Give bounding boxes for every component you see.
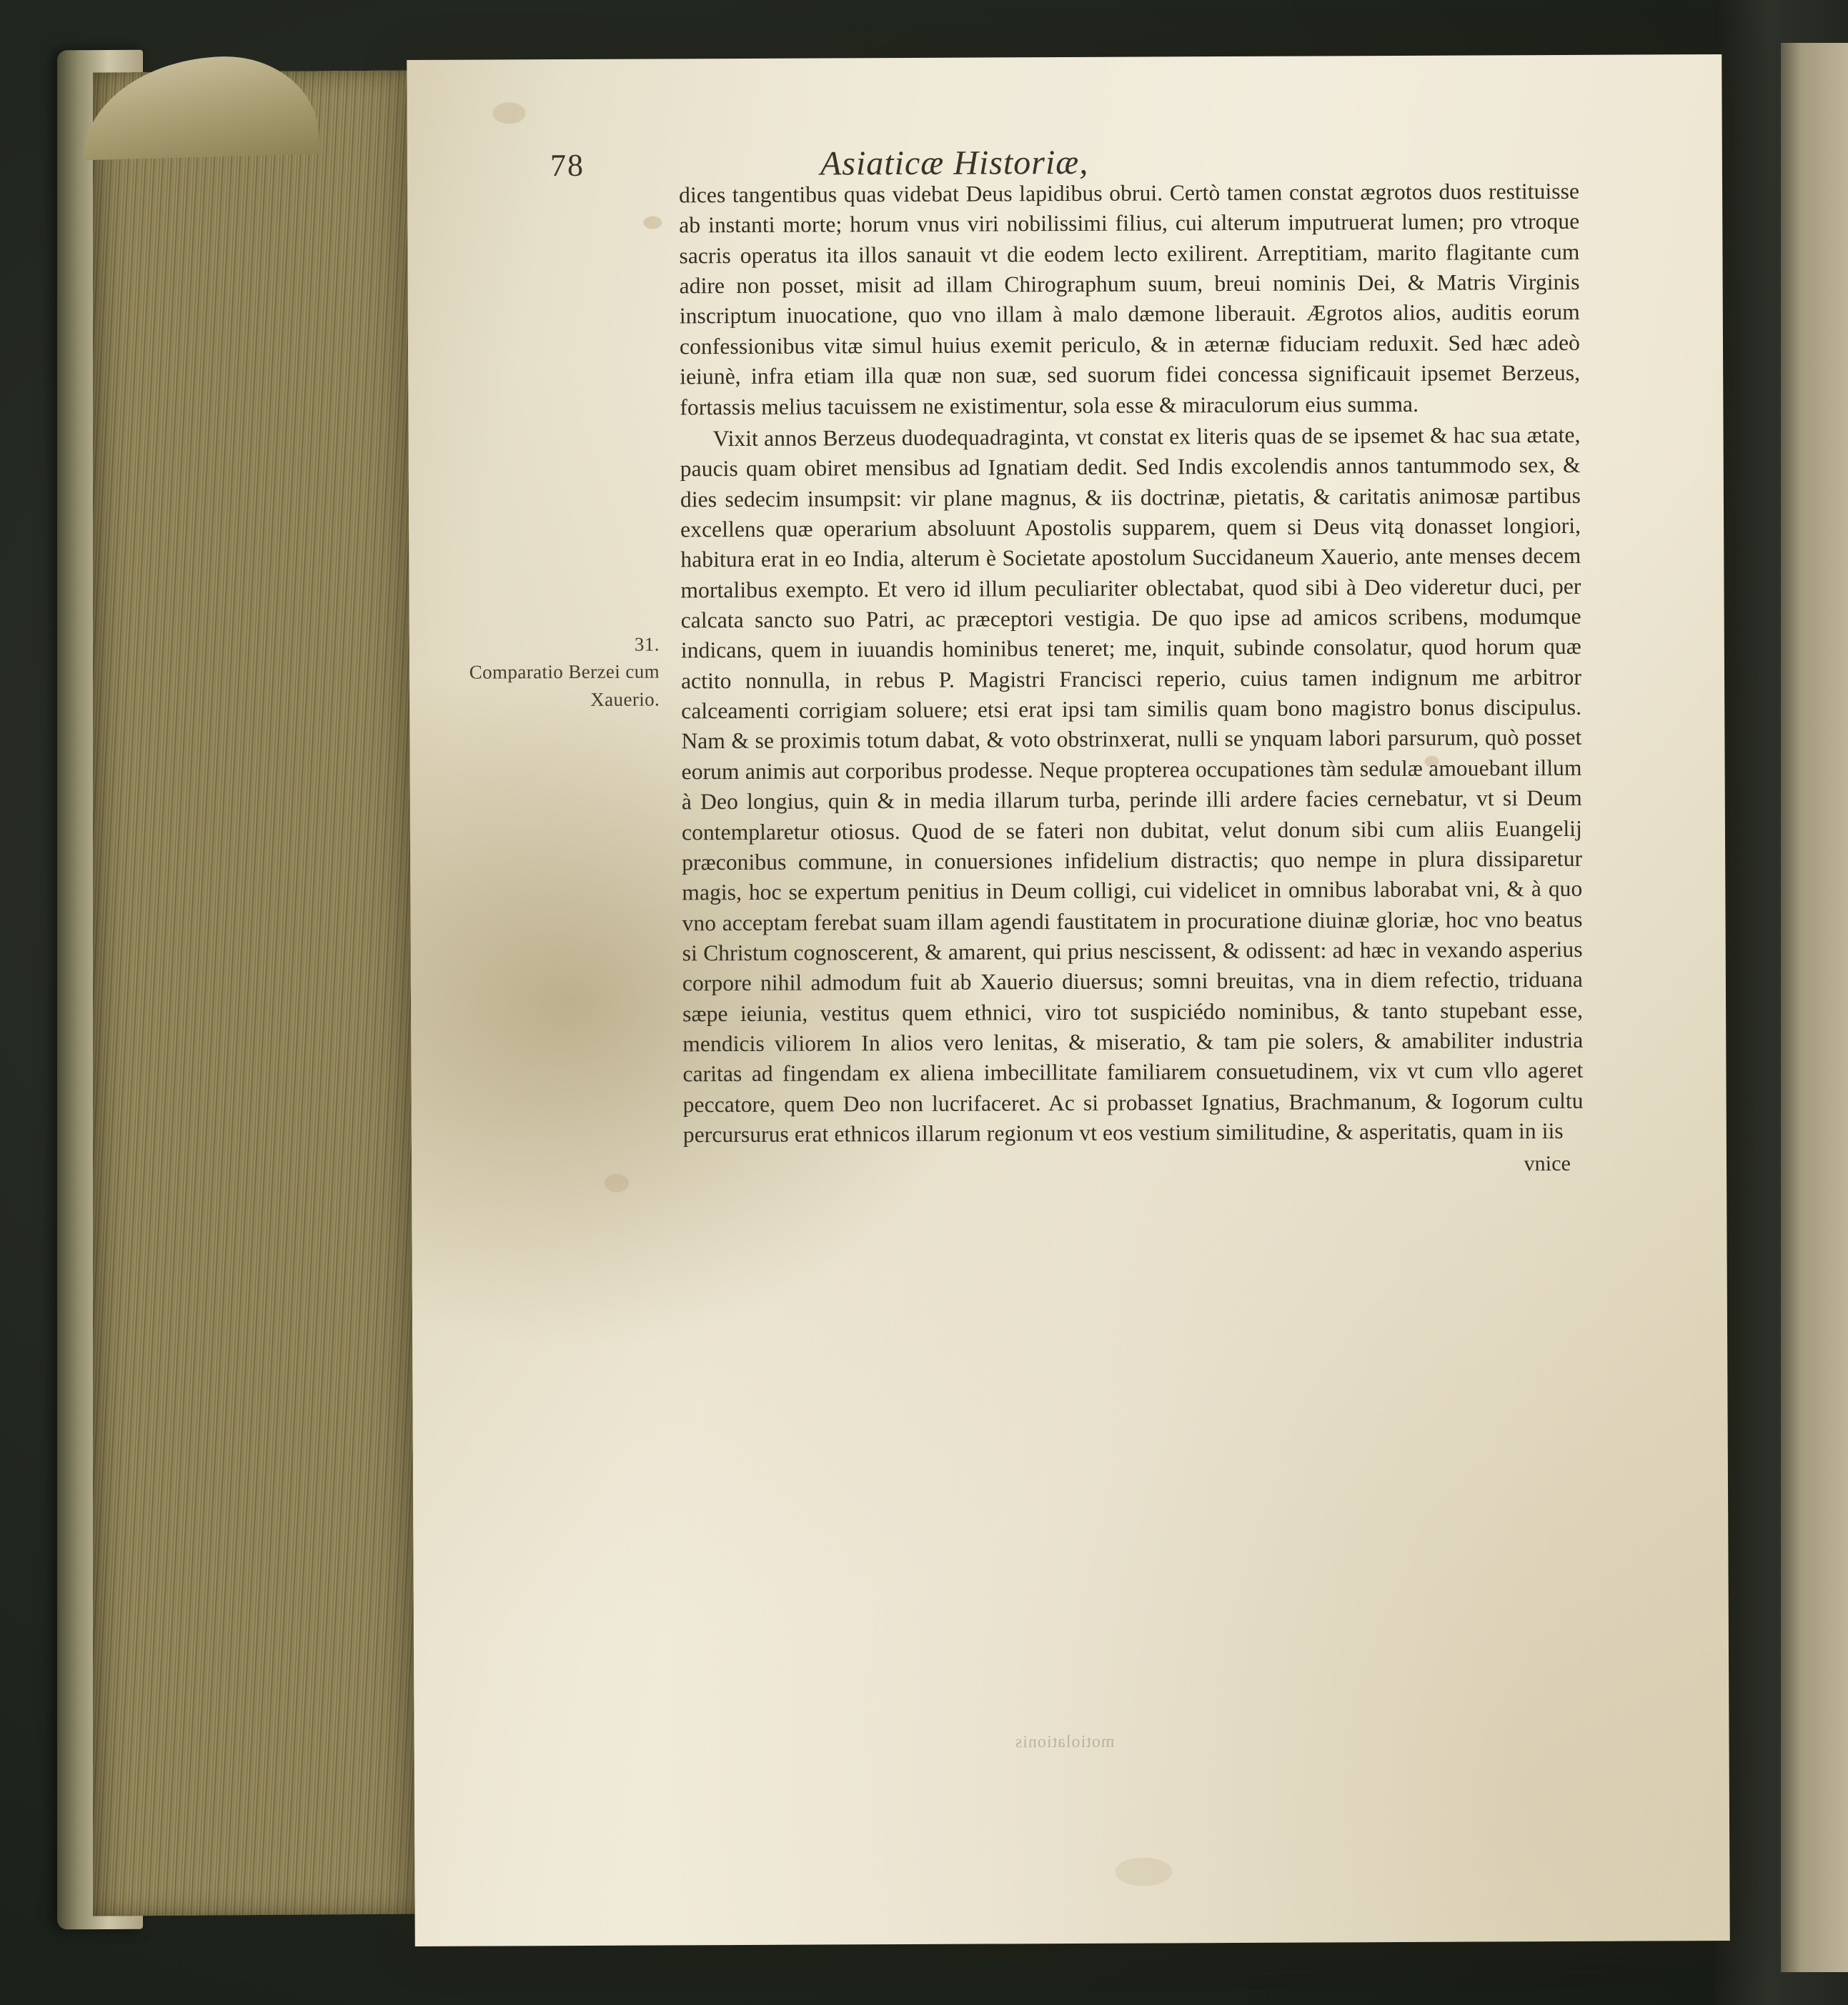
marginal-note-number: 31. xyxy=(634,633,660,655)
marginal-note-text: Comparatio Berzei cum Xauerio. xyxy=(469,660,660,710)
page-fore-edge-block xyxy=(93,70,429,1916)
printed-leaf xyxy=(407,54,1730,1946)
showthrough-text: motiolationis xyxy=(1014,1732,1115,1752)
page-number: 78 xyxy=(550,147,585,184)
marginal-note xyxy=(424,630,660,713)
paragraph: dices tangentibus quas videbat Deus lapidibus obrui. Certò tamen constat ægrotos duos restituisse ab instanti morte; horum vnus viri nobilissimi filius, cui alterum imputruerat lumen; pro vtroque sacris operatus ita illos sanauit vt die eodem lecto exilirent. Arreptitiam, marito flagitante cum adire non posset, misit ad illam Chirographum suum, breui nominis Dei, & Matris Virginis inscriptum inuocatione, quo vno illam à malo dæmone liberauit. Ægrotos alios, auditis eorum confessionibus vitæ simul huius exemit periculo, & in æternæ fiduciam reduxit. Sed hæc adeò ieiunè, infra etiam illa quæ non suæ, sed suorum fidei concessa significauit ipsemet Berzeus, fortassis melius tacuissem ne existimentur, sola esse & miraculorum eius summa. xyxy=(679,178,1581,419)
running-title: Asiaticæ Historiæ, xyxy=(820,143,1089,183)
open-book xyxy=(68,57,1726,1951)
catchword: vnice xyxy=(1524,1151,1571,1175)
body-text-column xyxy=(679,176,1584,1182)
paragraph: Vixit annos Berzeus duodequadraginta, vt constat ex literis quas de se ipsemet & hac sua ætate, paucis quam obiret mensibus ad Ignatiam dedit. Sed Indis excolendis annos tantummodo sex, & dies sedecim insumpsit: vir plane magnus, & iis doctrinæ, pietatis, & caritatis animosæ partibus excellens quæ operarium absoluunt Apostolis supparem, quem si Deus vitą donasset longiori, habitura erat in eo India, alterum è Societate apostolum Succidaneum Xauerio, ante menses decem mortalibus exempto. Et vero id illum peculiariter oblectabat, quod sibi à Deo videretur duci, per calcata sancto suo Patri, ac præceptori vestigia. De quo ipse ad amicos scribens, modumque indicans, quem in iuuandis hominibus teneret; me, inquit, subinde consolatur, quod horum quæ actito nonnulla, in rebus P. Magistri Francisci reperio, cuius tamen indignum me arbitror calceamenti corrigiam soluere; etsi erat ipsi tam similis quam bono magistro bonus discipulus. Nam & se proximis totum dabat, & voto obstrinxerat, nulli se ynquam labori parsurum, quò posset eorum animis aut corporibus prodesse. Neque propterea occupationes tàm sedulæ amouebant illum à Deo longius, quin & in media illarum turba, perinde illi ardere facies cernebatur, vt si Deum contemplaretur otiosus. Quod de se fateri non dubitat, velut donum sibi cum aliis Euangelij præconibus commune, in conuersiones infidelium distractis; quo nempe in plura dissiparetur magis, hoc se expertum penitius in Deum colligi, cui videlicet in omnibus laborabat vni, & à quo vno acceptam ferebat suam illam agendi faustitatem in procuratione diuinæ gloriæ, hoc vno beatus si Christum cognoscerent, & amarent, qui prius nescissent, & odissent: ad hæc in vexando asperius corpore nihil admodum fuit ab Xauerio diuersus; somni breuitas, vna in diem refectio, triduana sæpe ieiunia, vestitus quem ethnici, viro tot suspiciédo nominibus, & tanto stupebant esse, mendicis viliorem In alios vero lenitas, & miseratio, & tam pie solers, & amabiliter industria caritas ad fingendam ex aliena imbecillitate familiarem consuetudinem, vix vt cum vllo ageret peccatore, quem Deo non lucrifaceret. Ac si probasset Ignatius, Brachmanum, & Iogorum cultu percursurus erat ethnicos illarum regionum vt eos vestium similitudine, & asperitatis, quam in iis xyxy=(680,422,1584,1148)
page-content xyxy=(407,54,1730,1946)
facing-page-edge xyxy=(1781,43,1848,1972)
